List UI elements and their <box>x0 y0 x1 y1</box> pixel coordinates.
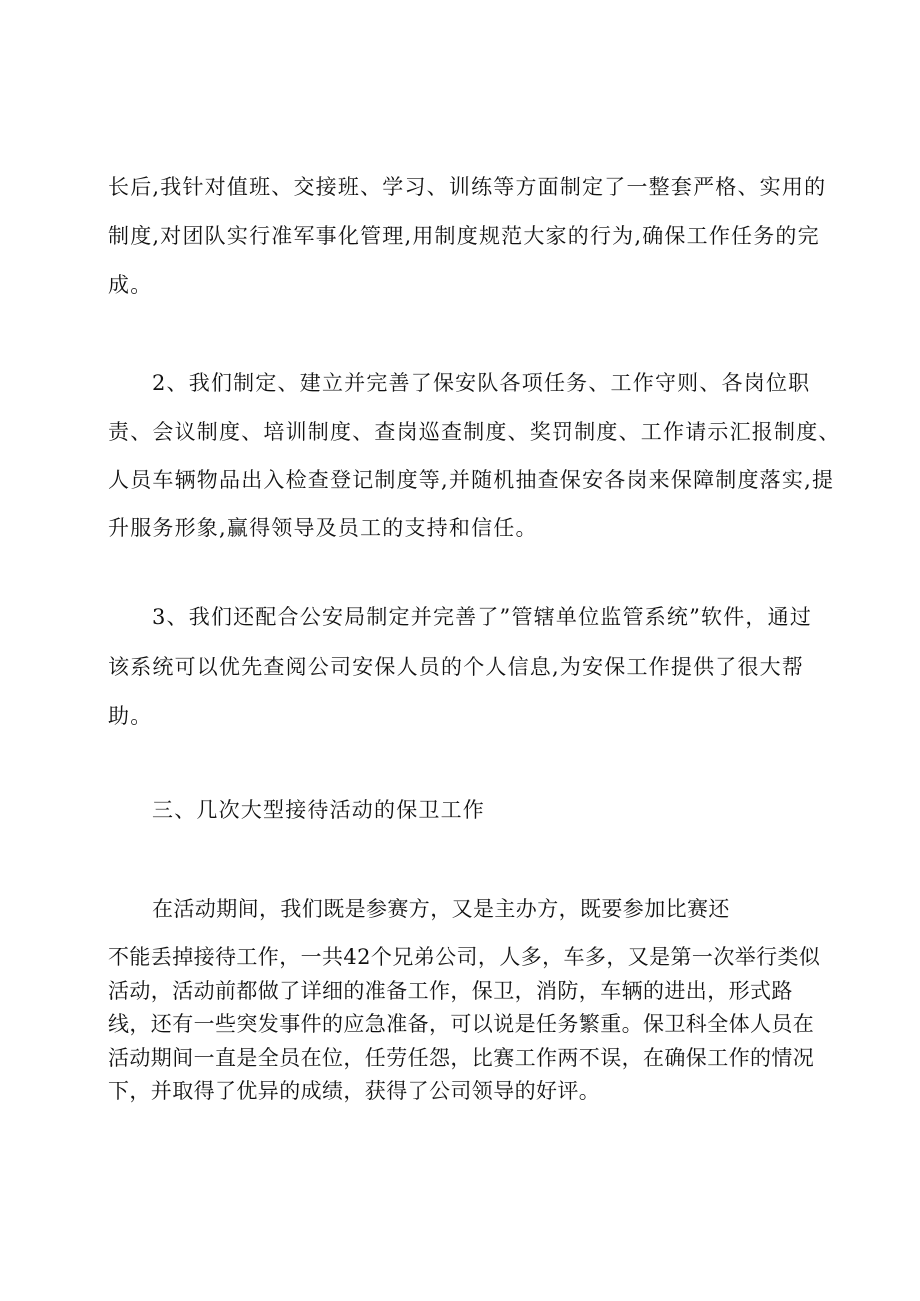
paragraph-4-line-1: 在活动期间，我们既是参赛方，又是主办方，既要参加比赛还 <box>152 897 730 921</box>
paragraph-4-line-2: 不能丢掉接待工作，一共42个兄弟公司，人多，车多，又是第一次举行类似 <box>108 945 821 969</box>
section-heading: 三、几次大型接待活动的保卫工作 <box>152 798 485 822</box>
paragraph-2-line-2: 责、会议制度、培训制度、查岗巡查制度、奖罚制度、工作请示汇报制度、 <box>108 420 841 444</box>
paragraph-4-line-4: 线，还有一些突发事件的应急准备，可以说是任务繁重。保卫科全体人员在 <box>108 1012 815 1036</box>
paragraph-2-line-1: 2、我们制定、建立并完善了保安队各项任务、工作守则、各岗位职 <box>152 371 811 395</box>
paragraph-3-line-2: 该系统可以优先查阅公司安保人员的个人信息,为安保工作提供了很大帮 <box>108 655 805 679</box>
paragraph-4-line-3: 活动，活动前都做了详细的准备工作，保卫，消防，车辆的进出，形式路 <box>108 979 793 1003</box>
paragraph-4-line-6: 下，并取得了优异的成绩，获得了公司领导的好评。 <box>108 1079 601 1103</box>
paragraph-1-line-3: 成。 <box>108 273 153 297</box>
paragraph-2-line-3: 人员车辆物品出入检查登记制度等,并随机抽查保安各岗来保障制度落实,提 <box>108 468 835 492</box>
paragraph-4-line-5: 活动期间一直是全员在位，任劳任怨，比赛工作两不误，在确保工作的情况 <box>108 1046 815 1070</box>
paragraph-2-line-4: 升服务形象,赢得领导及员工的支持和信任。 <box>108 516 538 540</box>
paragraph-3-line-3: 助。 <box>108 704 153 728</box>
paragraph-3-line-1: 3、我们还配合公安局制定并完善了”管辖单位监管系统”软件，通过 <box>152 605 813 629</box>
paragraph-1-line-1: 长后,我针对值班、交接班、学习、训练等方面制定了一整套严格、实用的 <box>108 175 827 199</box>
paragraph-1-line-2: 制度,对团队实行准军事化管理,用制度规范大家的行为,确保工作任务的完 <box>108 224 820 248</box>
